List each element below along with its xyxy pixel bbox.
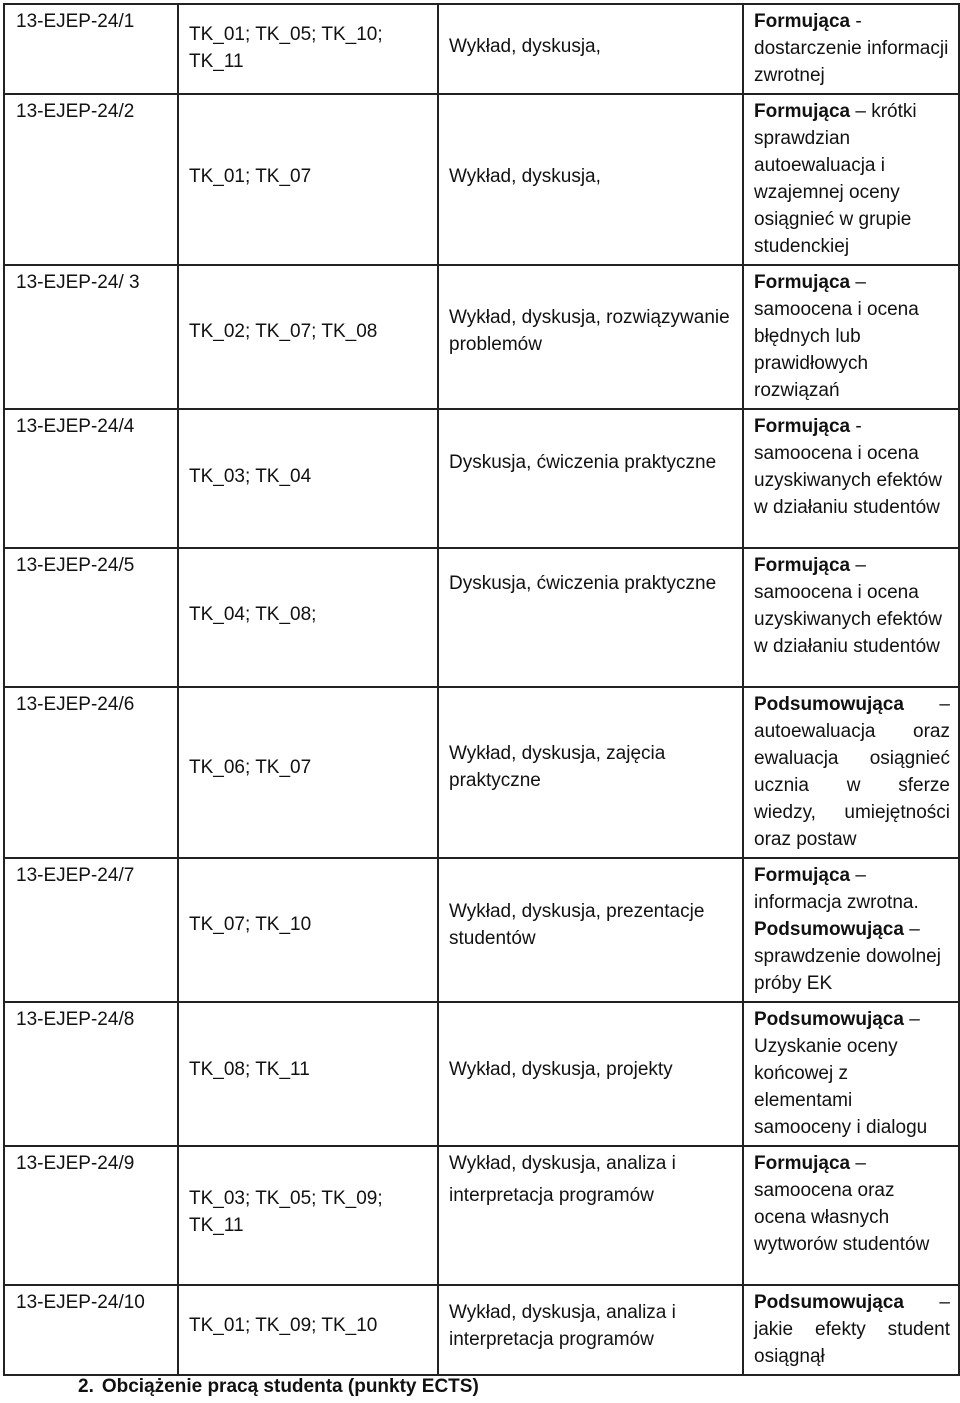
content-codes: TK_07; TK_10 [178, 858, 438, 1002]
assessment-cell [743, 1146, 959, 1285]
assessment-type: Formująca [754, 1153, 851, 1174]
assessment-description: Uzyskanie oceny końcowej z elementami samooceny i dialogu [754, 1036, 928, 1138]
assessment-type: Podsumowująca [754, 1009, 904, 1030]
outcome-code: 13-EJEP-24/ 3 [4, 265, 178, 409]
table-row [4, 4, 959, 94]
table-row [4, 548, 959, 687]
assessment-separator: – [850, 101, 866, 122]
assessment-cell [743, 94, 959, 265]
outcome-code: 13-EJEP-24/1 [4, 4, 178, 94]
teaching-method: Wykład, dyskusja, zajęcia praktyczne [438, 687, 743, 858]
assessment-description: krótki sprawdzian autoewaluacja i wzajemnej oceny osiągnieć w grupie studenckiej [754, 101, 917, 257]
content-codes: TK_08; TK_11 [178, 1002, 438, 1146]
assessment-cell [743, 1285, 959, 1375]
content-codes: TK_03; TK_05; TK_09; TK_11 [178, 1146, 438, 1285]
section-number: 2. [78, 1376, 94, 1397]
assessment-description: samoocena i ocena uzyskiwanych efektów w działaniu studentów [754, 443, 942, 518]
assessment-separator: – [850, 865, 866, 886]
assessment-cell [743, 409, 959, 548]
teaching-method: Wykład, dyskusja, analiza i interpretacja programów [438, 1285, 743, 1375]
teaching-method: Wykład, dyskusja, projekty [438, 1002, 743, 1146]
teaching-method: Wykład, dyskusja, prezentacje studentów [438, 858, 743, 1002]
assessment-type: Formująca [754, 101, 851, 122]
assessment-type: Formująca [754, 865, 851, 886]
content-codes: TK_02; TK_07; TK_08 [178, 265, 438, 409]
section-heading [78, 1376, 479, 1398]
outcome-code: 13-EJEP-24/2 [4, 94, 178, 265]
table-row [4, 1002, 959, 1146]
assessment-separator: – [850, 555, 866, 576]
assessment-type: Podsumowująca [754, 1292, 904, 1313]
assessment-type: Formująca [754, 416, 851, 437]
assessment-description: jakie efekty student osiągnął [754, 1319, 950, 1367]
teaching-method: Wykład, dyskusja, [438, 4, 743, 94]
learning-outcomes-table [3, 3, 960, 1376]
assessment-type: Formująca [754, 11, 851, 32]
teaching-method: Wykład, dyskusja, analiza i interpretacja programów [438, 1146, 743, 1285]
assessment-description: samoocena i ocena uzyskiwanych efektów w działaniu studentów [754, 582, 942, 657]
teaching-method: Dyskusja, ćwiczenia praktyczne [438, 548, 743, 687]
assessment-separator: - [850, 416, 862, 437]
assessment-description: informacja zwrotna. [754, 892, 919, 913]
table-row [4, 858, 959, 1002]
outcome-code: 13-EJEP-24/9 [4, 1146, 178, 1285]
table-row [4, 1285, 959, 1375]
assessment-description: dostarczenie informacji zwrotnej [754, 38, 949, 86]
outcome-code: 13-EJEP-24/6 [4, 687, 178, 858]
assessment-description: samoocena oraz ocena własnych wytworów studentów [754, 1180, 930, 1255]
assessment-type: Podsumowująca [754, 694, 904, 715]
outcome-code: 13-EJEP-24/8 [4, 1002, 178, 1146]
table-row [4, 265, 959, 409]
teaching-method: Dyskusja, ćwiczenia praktyczne [438, 409, 743, 548]
table-row [4, 94, 959, 265]
content-codes: TK_01; TK_05; TK_10; TK_11 [178, 4, 438, 94]
content-codes: TK_01; TK_09; TK_10 [178, 1285, 438, 1375]
assessment-cell [743, 858, 959, 1002]
assessment-separator: – [903, 1009, 920, 1030]
assessment-cell [743, 265, 959, 409]
assessment-cell [743, 1002, 959, 1146]
content-codes: TK_06; TK_07 [178, 687, 438, 858]
assessment-type: Formująca [754, 555, 851, 576]
table-row [4, 687, 959, 858]
assessment-separator: - [850, 11, 862, 32]
assessment-separator: – [850, 1153, 866, 1174]
assessment-description: autoewaluacja oraz ewaluacja osiągnieć ucznia w sferze wiedzy, umiejętności oraz postaw [754, 721, 950, 850]
outcome-code: 13-EJEP-24/5 [4, 548, 178, 687]
outcome-code: 13-EJEP-24/10 [4, 1285, 178, 1375]
section-title: Obciążenie pracą studenta (punkty ECTS) [101, 1376, 479, 1397]
assessment-separator: – [850, 272, 866, 293]
content-codes: TK_03; TK_04 [178, 409, 438, 548]
table-row [4, 409, 959, 548]
assessment-separator: – [903, 694, 950, 715]
assessment-type: Formująca [754, 272, 851, 293]
teaching-method: Wykład, dyskusja, [438, 94, 743, 265]
assessment-cell [743, 548, 959, 687]
assessment-cell [743, 687, 959, 858]
content-codes: TK_01; TK_07 [178, 94, 438, 265]
assessment-separator-2: – [903, 919, 920, 940]
assessment-type-2: Podsumowująca [754, 919, 904, 940]
assessment-description-2: sprawdzenie dowolnej próby EK [754, 946, 941, 994]
outcome-code: 13-EJEP-24/4 [4, 409, 178, 548]
table-row [4, 1146, 959, 1285]
content-codes: TK_04; TK_08; [178, 548, 438, 687]
assessment-description: samoocena i ocena błędnych lub prawidłowych rozwiązań [754, 299, 919, 401]
assessment-cell [743, 4, 959, 94]
outcome-code: 13-EJEP-24/7 [4, 858, 178, 1002]
assessment-separator: – [903, 1292, 950, 1313]
teaching-method: Wykład, dyskusja, rozwiązywanie problemów [438, 265, 743, 409]
